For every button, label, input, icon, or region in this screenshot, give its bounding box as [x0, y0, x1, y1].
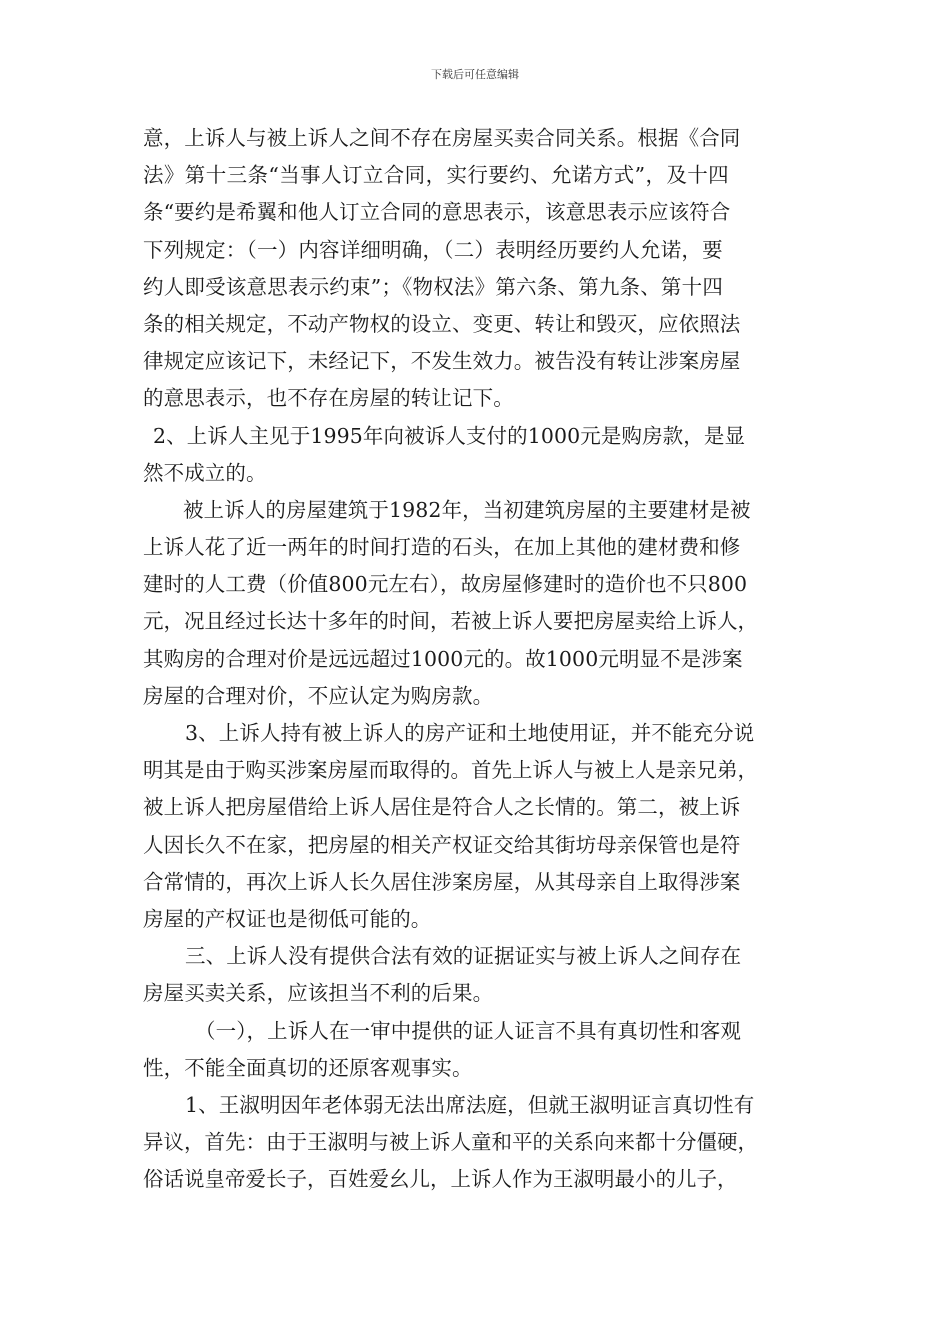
text-line: （一），上诉人在一审中提供的证人证言不具有真切性和客观: [195, 1018, 741, 1043]
text-line: 合常情的，再次上诉人长久居住涉案房屋，从其母亲自上取得涉案: [143, 869, 741, 894]
text-line: 约人即受该意思表示约束”；《物权法》第六条、第九条、第十四: [143, 274, 724, 299]
text-line: 条“要约是希翼和他人订立合同的意思表示，该意思表示应该符合: [143, 200, 731, 225]
text-line: 法》第十三条“当事人订立合同，实行要约、允诺方式”，及十四: [143, 163, 730, 188]
text-line: 房屋的产权证也是彻低可能的。: [143, 906, 432, 931]
text-line: 被上诉人的房屋建筑于1982年，当初建筑房屋的主要建材是被: [183, 497, 751, 522]
text-line: 被上诉人把房屋借给上诉人居住是符合人之长情的。第二，被上诉: [143, 795, 741, 820]
text-line: 上诉人花了近一两年的时间打造的石头，在加上其他的建材费和修: [143, 535, 741, 560]
text-line: 其购房的合理对价是远远超过1000元的。故1000元明显不是涉案: [143, 646, 743, 671]
text-line: 性，不能全面真切的还原客观事实。: [143, 1055, 473, 1080]
text-line: 建时的人工费（价值800元左右），故房屋修建时的造价也不只800: [143, 572, 748, 597]
text-line: 然不成立的。: [143, 460, 267, 485]
text-line: 条的相关规定，不动产物权的设立、变更、转让和毁灭，应依照法: [143, 311, 741, 336]
text-line: 下列规定：（一）内容详细明确，（二）表明经历要约人允诺，要: [143, 237, 723, 262]
text-line: 2、上诉人主见于1995年向被诉人支付的1000元是购房款，是显: [153, 423, 746, 448]
text-line: 异议，首先：由于王淑明与被上诉人童和平的关系向来都十分僵硬，: [143, 1130, 758, 1155]
document-body: [143, 120, 823, 1198]
text-line: 房屋的合理对价，不应认定为购房款。: [143, 683, 494, 708]
text-line: 律规定应该记下，未经记下，不发生效力。被告没有转让涉案房屋: [143, 349, 741, 374]
text-line: 意，上诉人与被上诉人之间不存在房屋买卖合同关系。根据《合同: [143, 126, 741, 150]
text-line: 的意思表示，也不存在房屋的转让记下。: [143, 386, 514, 411]
text-line: 俗话说皇帝爱长子，百姓爱幺儿，上诉人作为王淑明最小的儿子，: [143, 1167, 738, 1192]
text-line: 3、上诉人持有被上诉人的房产证和土地使用证，并不能充分说: [185, 721, 755, 745]
text-line: 房屋买卖关系，应该担当不利的后果。: [143, 981, 494, 1006]
text-line: 明其是由于购买涉案房屋而取得的。首先上诉人与被上人是亲兄弟，: [143, 758, 758, 783]
text-line: 人因长久不在家，把房屋的相关产权证交给其街坊母亲保管也是符: [143, 832, 741, 857]
page-header: 下载后可任意编辑: [431, 68, 519, 81]
text-line: 元，况且经过长达十多年的时间，若被上诉人要把房屋卖给上诉人，: [143, 609, 758, 634]
text-line: 1、王淑明因年老体弱无法出席法庭，但就王淑明证言真切性有: [185, 1092, 755, 1117]
text-line: 三、上诉人没有提供合法有效的证据证实与被上诉人之间存在: [185, 944, 742, 969]
